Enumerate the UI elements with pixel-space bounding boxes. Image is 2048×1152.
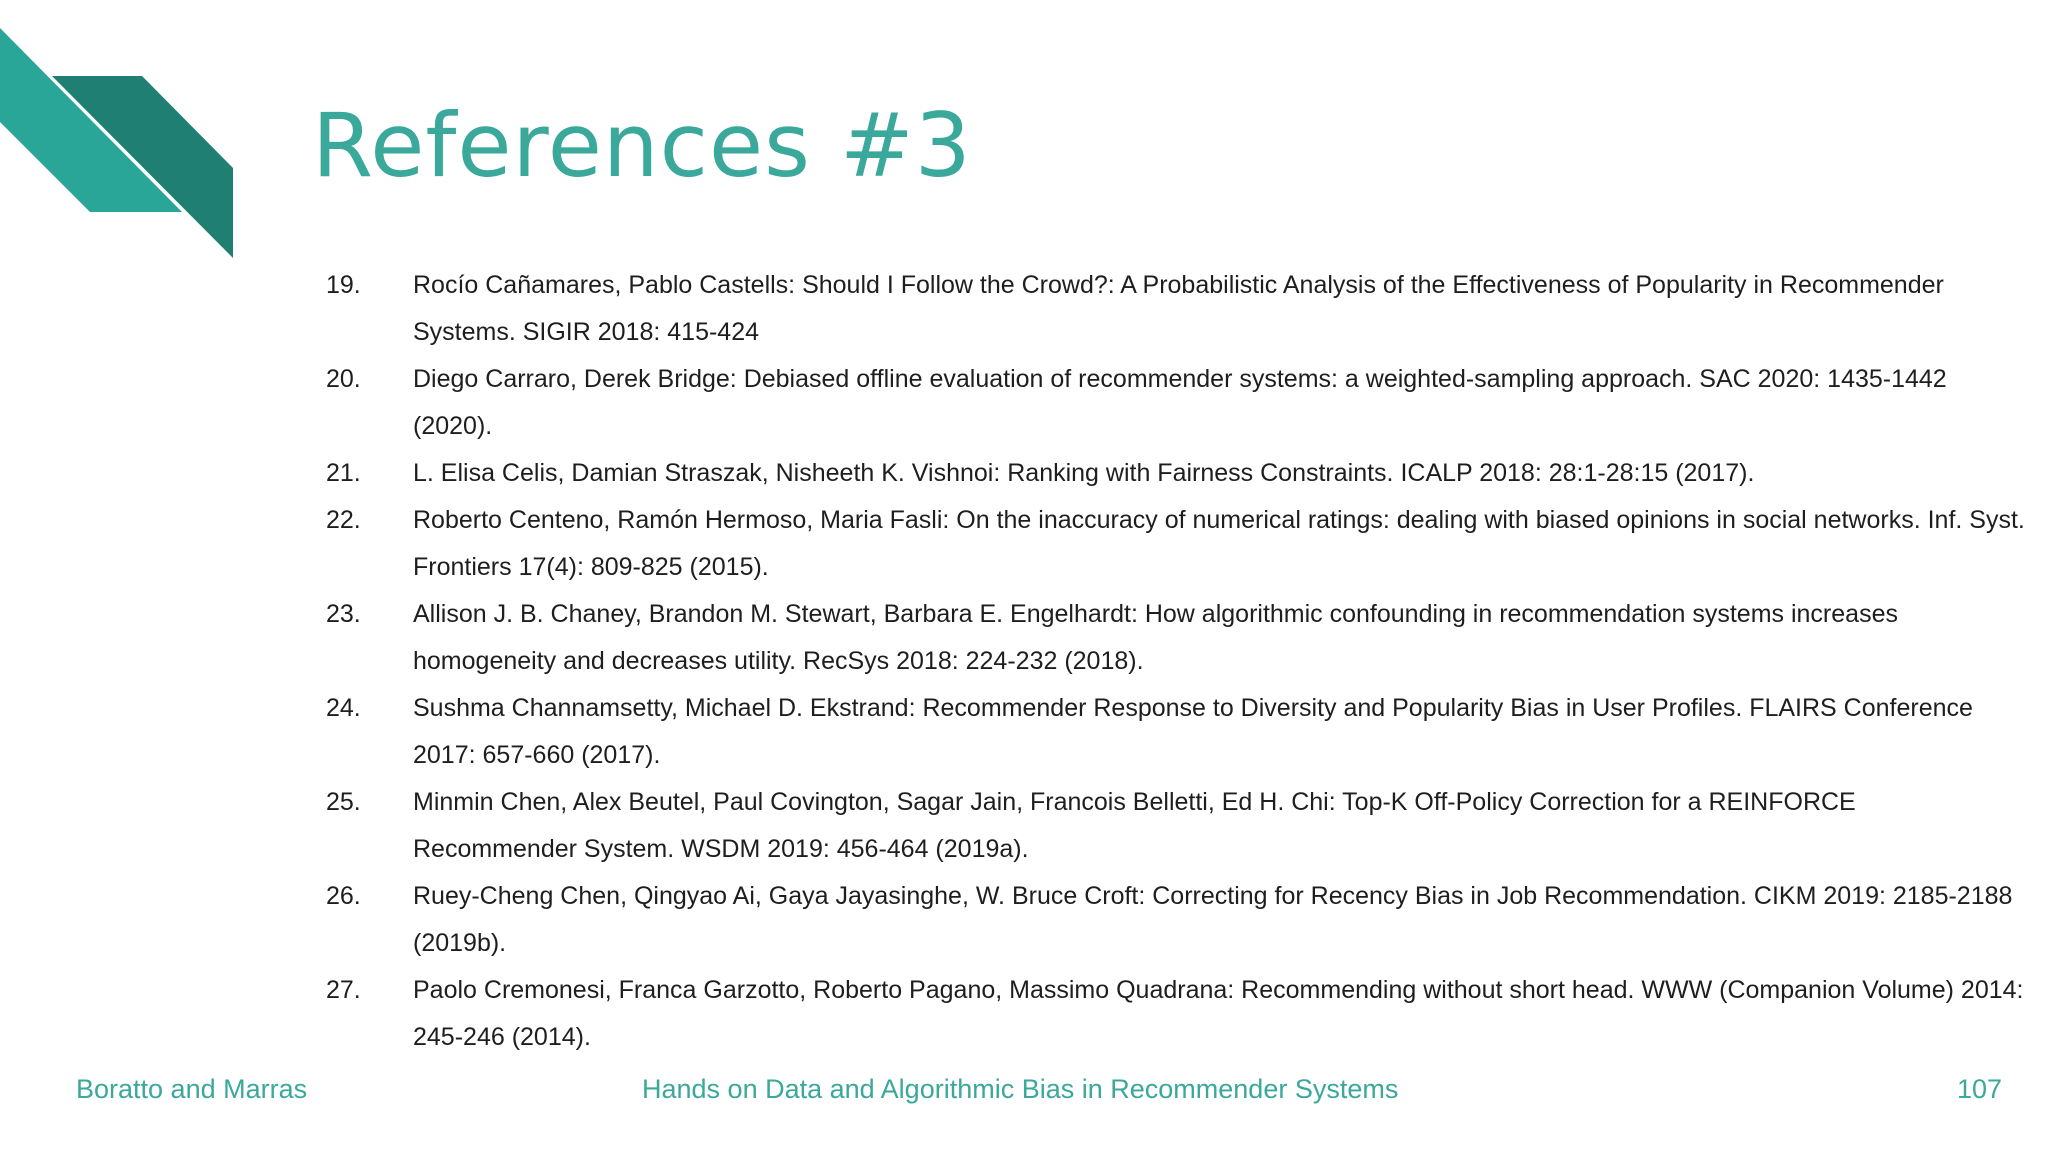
reference-item — [326, 497, 2026, 591]
reference-item — [326, 873, 2026, 967]
reference-item — [326, 591, 2026, 685]
reference-text: Sushma Channamsetty, Michael D. Ekstrand: Recommender Response to Diversity and Popularity Bias in User Profiles. FLAIRS Conference 2017: 657-660 (2017). — [413, 694, 1973, 769]
reference-number: 19. — [326, 271, 361, 299]
reference-number: 27. — [326, 976, 361, 1004]
reference-item — [326, 356, 2026, 450]
slide-title: References #3 — [312, 94, 972, 197]
reference-text: L. Elisa Celis, Damian Straszak, Nisheeth K. Vishnoi: Ranking with Fairness Constraints. ICALP 2018: 28:1-28:15 (2017). — [413, 459, 1755, 487]
reference-number: 20. — [326, 365, 361, 393]
reference-number: 25. — [326, 788, 361, 816]
footer-authors: Boratto and Marras — [76, 1074, 308, 1104]
reference-item — [326, 967, 2026, 1061]
reference-number: 26. — [326, 882, 361, 910]
page-number: 107 — [1956, 1074, 2002, 1104]
reference-number: 21. — [326, 459, 361, 487]
footer-presentation-title: Hands on Data and Algorithmic Bias in Recommender Systems — [642, 1074, 1399, 1104]
reference-item — [326, 685, 2026, 779]
reference-text: Diego Carraro, Derek Bridge: Debiased offline evaluation of recommender systems: a weighted-sampling approach. SAC 2020: 1435-1442 (2020). — [413, 365, 1947, 440]
reference-number: 23. — [326, 600, 361, 628]
reference-item — [326, 450, 2026, 497]
reference-item — [326, 779, 2026, 873]
reference-text: Allison J. B. Chaney, Brandon M. Stewart, Barbara E. Engelhardt: How algorithmic confounding in recommendation systems increases homogeneity and decreases utility. RecSys 2018: 224-232 (2018). — [413, 600, 1898, 675]
reference-text: Roberto Centeno, Ramón Hermoso, Maria Fasli: On the inaccuracy of numerical ratings: dealing with biased opinions in social networks. Inf. Syst. Frontiers 17(4): 809-825 (2015). — [413, 506, 2025, 581]
reference-text: Ruey-Cheng Chen, Qingyao Ai, Gaya Jayasinghe, W. Bruce Croft: Correcting for Recency Bias in Job Recommendation. CIKM 2019: 2185-2188 (2019b). — [413, 882, 2013, 957]
reference-text: Minmin Chen, Alex Beutel, Paul Covington, Sagar Jain, Francois Belletti, Ed H. Chi: Top-K Off-Policy Correction for a REINFORCE Recommender System. WSDM 2019: 456-464 (2019a). — [413, 788, 1856, 863]
reference-list — [326, 262, 2026, 1061]
reference-text: Paolo Cremonesi, Franca Garzotto, Roberto Pagano, Massimo Quadrana: Recommending without short head. WWW (Companion Volume) 2014: 245-246 (2014). — [413, 976, 2024, 1051]
reference-item — [326, 262, 2026, 356]
reference-number: 24. — [326, 694, 361, 722]
reference-number: 22. — [326, 506, 361, 534]
reference-text: Rocío Cañamares, Pablo Castells: Should I Follow the Crowd?: A Probabilistic Analysis of the Effectiveness of Popularity in Recommender Systems. SIGIR 2018: 415-424 — [413, 271, 1944, 346]
corner-stripes-decoration — [0, 0, 240, 260]
